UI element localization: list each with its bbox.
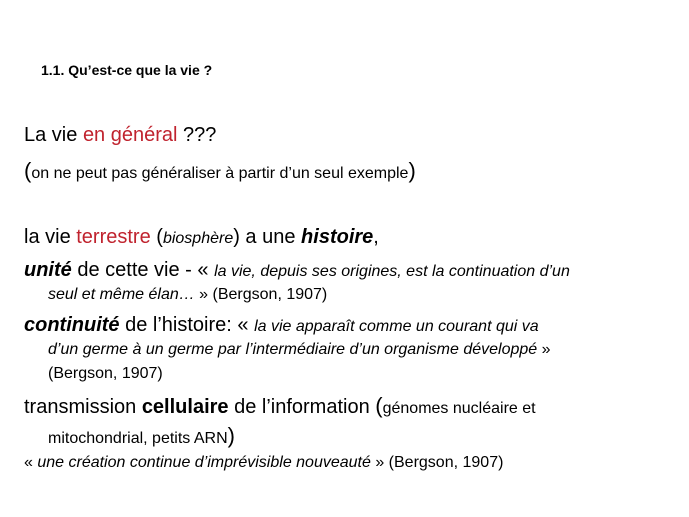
- paren-open: (: [24, 158, 32, 183]
- text: génomes nucléaire et: [382, 400, 536, 417]
- paren-close: ): [408, 158, 416, 183]
- line-vie-terrestre: [24, 226, 379, 249]
- line-unite: [24, 259, 570, 282]
- text-biosphere: biosphère: [162, 230, 234, 247]
- text: ???: [177, 124, 217, 146]
- line-germe: [48, 341, 551, 359]
- text: de cette vie - «: [71, 259, 215, 281]
- quote-text: la vie, depuis ses origines, est la continuation d’un: [214, 263, 570, 280]
- citation: » (Bergson, 1907): [194, 286, 328, 303]
- line-transmission: [24, 393, 536, 419]
- quote-text: d’un germe à un germe par l’intermédiaire d’un organisme développé: [48, 341, 538, 358]
- text: de l’histoire: «: [119, 314, 255, 336]
- quote-text: seul et même élan…: [48, 286, 195, 303]
- text: (: [150, 226, 163, 248]
- line-continuite: [24, 314, 539, 337]
- highlight-en-general: en général: [82, 124, 178, 146]
- slide-title: 1.1. Qu’est-ce que la vie ?: [41, 62, 213, 78]
- citation: » (Bergson, 1907): [370, 454, 504, 471]
- line-creation: [24, 454, 503, 472]
- quote-text: la vie apparaît comme un courant qui va: [254, 318, 539, 335]
- text-continuite: continuité: [24, 314, 120, 336]
- text-cellulaire: cellulaire: [141, 396, 229, 418]
- highlight-terrestre: terrestre: [76, 226, 151, 248]
- text: transmission: [24, 396, 142, 418]
- citation: (Bergson, 1907): [48, 365, 163, 382]
- text: de l’information: [228, 396, 376, 418]
- paren-open: (: [375, 393, 383, 418]
- text: ,: [373, 226, 379, 248]
- text-unite: unité: [24, 259, 72, 281]
- text: la vie: [24, 226, 77, 248]
- line-bergson-1: [48, 365, 163, 383]
- text: on ne peut pas généraliser à partir d’un seul exemple: [31, 165, 409, 182]
- text: ) a une: [233, 226, 302, 248]
- line-generaliser: [24, 158, 416, 184]
- text: »: [537, 341, 551, 358]
- text-histoire: histoire: [301, 226, 374, 248]
- text: La vie: [24, 124, 83, 146]
- line-seul-elan: [48, 286, 327, 304]
- text: mitochondrial, petits ARN: [48, 430, 228, 447]
- text: «: [24, 454, 38, 471]
- paren-close: ): [227, 423, 235, 448]
- quote-text: une création continue d’imprévisible nouveauté: [37, 454, 371, 471]
- line-mitochondrial: [48, 423, 235, 449]
- line-vie-en-general: [24, 124, 216, 147]
